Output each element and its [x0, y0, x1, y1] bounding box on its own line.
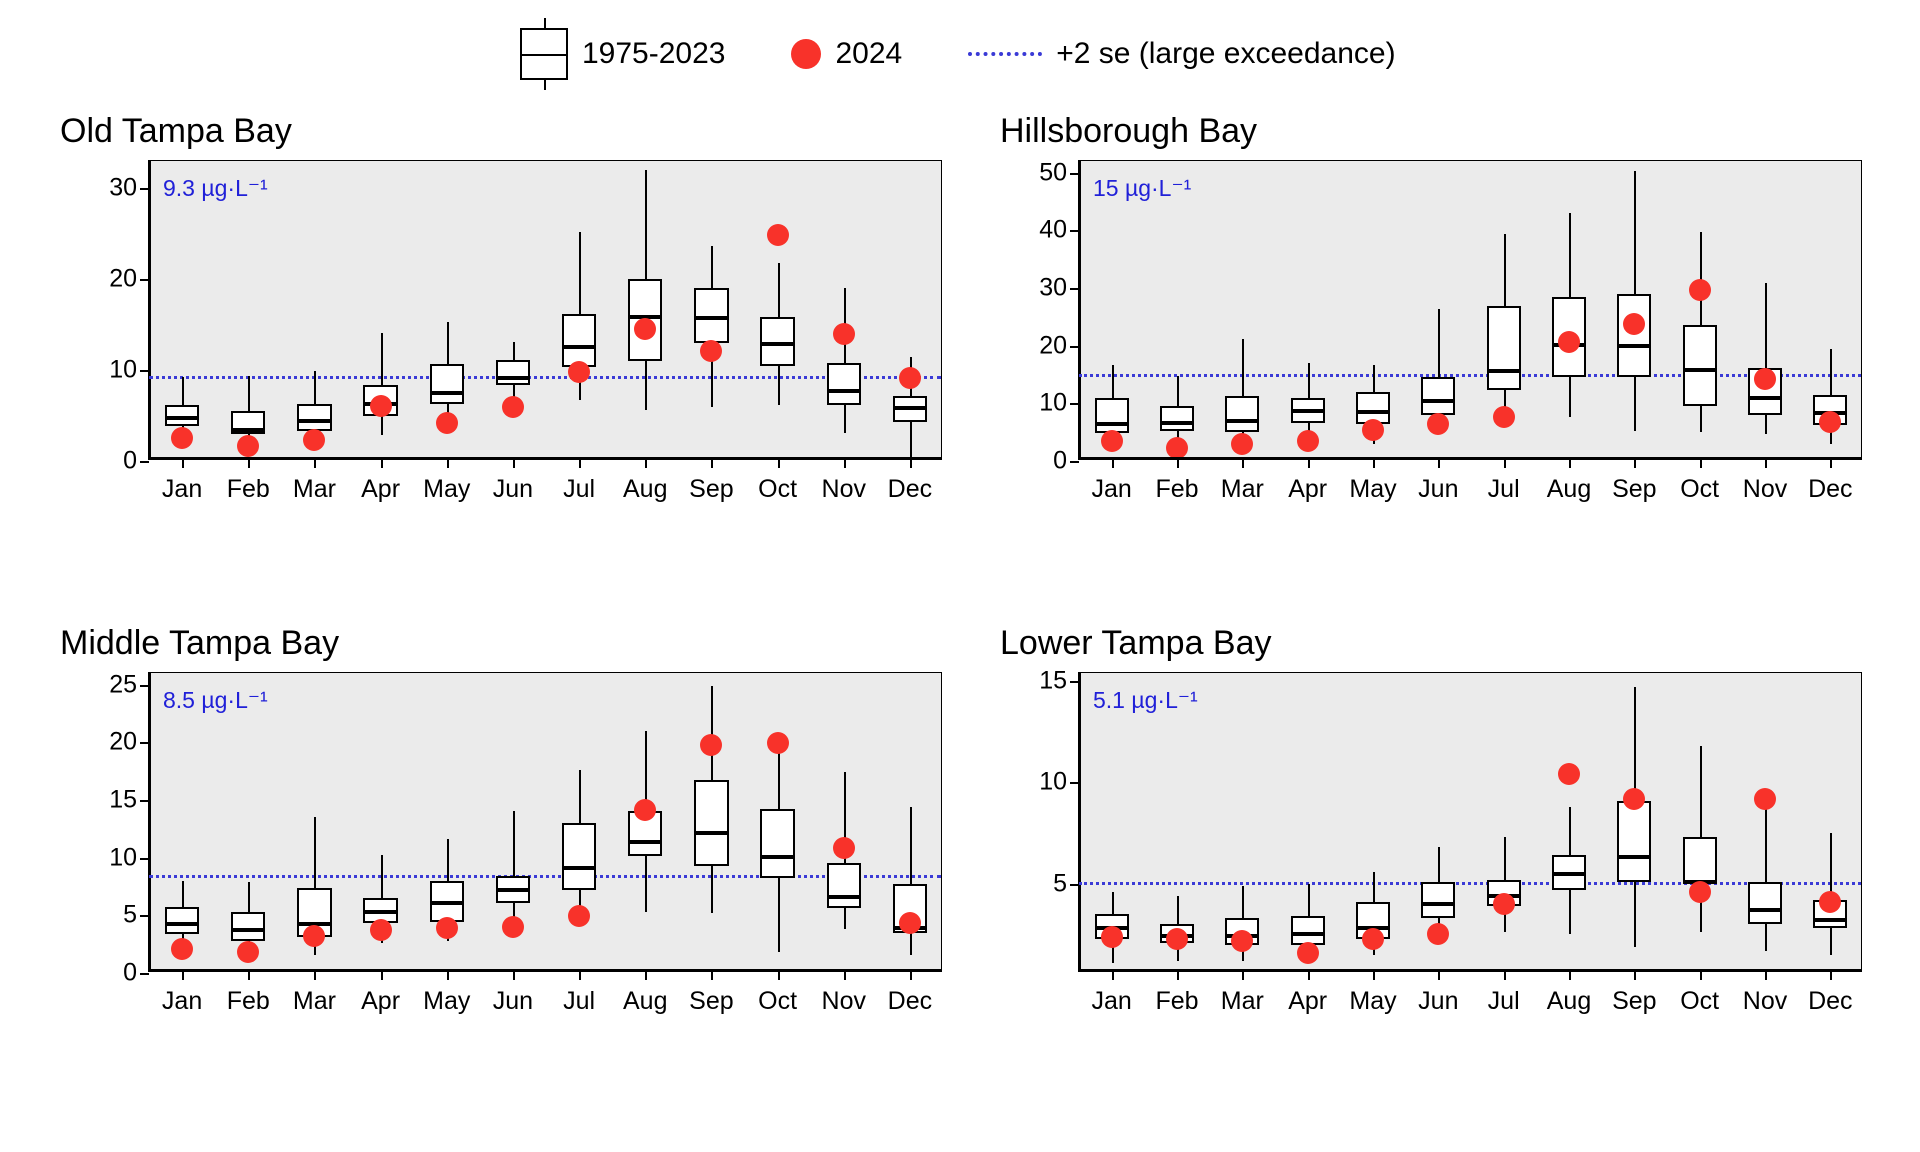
x-axis-tick-mark — [1634, 459, 1636, 468]
box-iqr — [827, 863, 861, 908]
y-axis-tick-label: 20 — [109, 727, 137, 756]
x-axis-tick-mark — [1830, 459, 1832, 468]
median-line — [1421, 902, 1455, 906]
x-axis-tick-label: Aug — [1546, 987, 1592, 1015]
x-axis-tick-label: Apr — [1288, 475, 1328, 503]
data-point-2024 — [171, 938, 193, 960]
boxplot — [1683, 673, 1717, 973]
data-point-2024 — [1689, 881, 1711, 903]
x-axis-tick-label: Feb — [226, 475, 270, 503]
y-axis-tick-label: 20 — [109, 264, 137, 293]
data-point-2024 — [1362, 928, 1384, 950]
boxplot — [297, 161, 331, 461]
y-axis-tick-label: 0 — [123, 446, 137, 475]
data-point-2024 — [1754, 788, 1776, 810]
median-line — [1552, 872, 1586, 876]
boxplot-key-icon — [520, 28, 568, 80]
y-axis-tick-label: 10 — [1039, 767, 1067, 796]
x-axis-tick-label: Jul — [563, 475, 596, 503]
data-point-2024 — [1231, 433, 1253, 455]
boxplot — [1291, 673, 1325, 973]
median-line — [1748, 396, 1782, 400]
median-line — [1617, 344, 1651, 348]
x-axis-tick-mark — [381, 971, 383, 980]
boxplot — [231, 673, 265, 973]
plot-area — [109, 160, 942, 503]
y-axis — [149, 673, 151, 971]
data-point-2024 — [370, 919, 392, 941]
y-axis-tick-label: 20 — [1039, 331, 1067, 360]
x-axis-tick-label: Mar — [292, 987, 336, 1015]
x-axis-tick-mark — [447, 971, 449, 980]
y-axis-tick-mark — [140, 915, 149, 917]
x-axis-tick-label: May — [1349, 987, 1397, 1015]
y-axis-tick-mark — [1070, 782, 1079, 784]
boxplot — [1160, 161, 1194, 461]
x-axis-tick-mark — [778, 459, 780, 468]
data-point-2024 — [767, 732, 789, 754]
box-iqr — [1421, 377, 1455, 416]
y-axis-tick-mark — [140, 800, 149, 802]
y-axis-tick-mark — [140, 973, 149, 975]
x-axis-tick-mark — [447, 459, 449, 468]
x-axis-tick-label: Jul — [1487, 475, 1520, 503]
box-iqr — [760, 809, 794, 878]
y-axis-tick-mark — [140, 742, 149, 744]
data-point-2024 — [436, 917, 458, 939]
x-axis-tick-label: May — [423, 475, 471, 503]
median-line — [297, 419, 331, 423]
x-axis-tick-mark — [182, 459, 184, 468]
y-axis-tick-label: 5 — [123, 900, 137, 929]
x-axis — [1079, 457, 1861, 459]
y-axis-tick-label: 30 — [109, 173, 137, 202]
whisker — [1765, 791, 1767, 951]
whisker — [513, 811, 515, 929]
box-iqr — [165, 907, 199, 934]
legend-label-2024: 2024 — [835, 37, 903, 70]
x-axis-tick-mark — [1504, 971, 1506, 980]
plot-area — [1039, 666, 1862, 1015]
data-point-2024 — [370, 395, 392, 417]
chart-legend — [0, 0, 1920, 108]
y-axis-tick-label: 0 — [123, 958, 137, 987]
x-axis-tick-label: Mar — [1220, 475, 1264, 503]
x-axis-tick-mark — [1308, 971, 1310, 980]
box-iqr — [1617, 801, 1651, 882]
median-line — [760, 855, 794, 859]
y-axis-tick-mark — [1070, 403, 1079, 405]
median-line — [827, 389, 861, 393]
box-iqr — [297, 404, 331, 431]
y-axis-tick-label: 5 — [1053, 869, 1067, 898]
y-axis-tick-label: 30 — [1039, 273, 1067, 302]
x-axis-tick-mark — [381, 459, 383, 468]
y-axis-tick-mark — [1070, 288, 1079, 290]
x-axis-tick-mark — [1700, 459, 1702, 468]
x-axis-tick-label: Jun — [492, 475, 534, 503]
box-iqr — [1683, 837, 1717, 882]
y-axis-tick-mark — [1070, 346, 1079, 348]
x-axis — [149, 969, 941, 971]
x-axis-tick-mark — [314, 971, 316, 980]
x-axis-tick-mark — [1242, 971, 1244, 980]
x-axis-tick-mark — [711, 971, 713, 980]
y-axis-tick-label: 10 — [1039, 388, 1067, 417]
x-axis-tick-label: May — [423, 987, 471, 1015]
box-iqr — [827, 363, 861, 405]
x-axis-tick-label: Jan — [1091, 987, 1132, 1015]
plot-area — [1039, 158, 1862, 503]
x-axis-tick-label: Aug — [623, 475, 668, 503]
x-axis-tick-label: Oct — [758, 475, 798, 503]
y-axis-tick-mark — [1070, 681, 1079, 683]
boxplot — [1356, 161, 1390, 461]
data-point-2024 — [767, 224, 789, 246]
x-axis-tick-label: Dec — [1808, 475, 1853, 503]
y-axis-tick-mark — [140, 279, 149, 281]
median-line — [496, 888, 530, 892]
x-axis-tick-mark — [778, 971, 780, 980]
panel-title: Old Tampa Bay — [60, 112, 292, 150]
y-axis-tick-mark — [1070, 173, 1079, 175]
boxplot — [231, 161, 265, 461]
y-axis-tick-label: 15 — [109, 785, 137, 814]
data-point-2024 — [700, 734, 722, 756]
x-axis-tick-mark — [1373, 971, 1375, 980]
x-axis-tick-mark — [645, 971, 647, 980]
data-point-2024 — [1101, 430, 1123, 452]
boxplot — [562, 161, 596, 461]
median-line — [1683, 368, 1717, 372]
data-point-2024 — [1623, 788, 1645, 810]
data-point-2024 — [568, 361, 590, 383]
y-axis-tick-label: 0 — [1053, 446, 1067, 475]
data-point-2024 — [833, 837, 855, 859]
x-axis-tick-mark — [1830, 971, 1832, 980]
panel-title: Middle Tampa Bay — [60, 624, 340, 662]
data-point-2024 — [1297, 942, 1319, 964]
boxplot — [1291, 161, 1325, 461]
x-axis-tick-label: Mar — [1220, 987, 1264, 1015]
y-axis-tick-mark — [140, 685, 149, 687]
boxplot — [1617, 161, 1651, 461]
chart-panel-2 — [1000, 108, 1880, 503]
x-axis-tick-mark — [1177, 459, 1179, 468]
data-point-2024 — [1754, 368, 1776, 390]
median-line — [165, 922, 199, 926]
red-dot-icon — [791, 39, 821, 69]
x-axis-tick-mark — [1373, 459, 1375, 468]
x-axis-tick-label: Jan — [161, 987, 203, 1015]
panel-title: Lower Tampa Bay — [1000, 624, 1272, 662]
y-axis-tick-label: 10 — [109, 355, 137, 384]
x-axis-tick-mark — [1242, 459, 1244, 468]
chart-panel-3 — [60, 620, 960, 1015]
x-axis-tick-mark — [579, 459, 581, 468]
box-iqr — [1291, 916, 1325, 944]
data-point-2024 — [1558, 331, 1580, 353]
boxplot — [893, 161, 927, 461]
box-iqr — [1683, 325, 1717, 406]
threshold-annotation: 8.5 µg·L⁻¹ — [163, 687, 268, 713]
x-axis-tick-label: Sep — [1612, 475, 1657, 503]
boxplot — [1617, 673, 1651, 973]
x-axis-tick-mark — [711, 459, 713, 468]
x-axis-tick-label: Jan — [1091, 475, 1132, 503]
box-iqr — [231, 912, 265, 941]
y-axis-tick-label: 40 — [1039, 215, 1067, 244]
x-axis-tick-label: Nov — [821, 475, 866, 503]
boxplot — [562, 673, 596, 973]
y-axis-tick-mark — [1070, 461, 1079, 463]
data-point-2024 — [237, 435, 259, 457]
chart-panel-4 — [1000, 620, 1880, 1015]
median-line — [1291, 932, 1325, 936]
x-axis-tick-label: Aug — [1546, 475, 1592, 503]
threshold-line — [1079, 374, 1861, 377]
x-axis-tick-label: Apr — [361, 475, 401, 503]
box-iqr — [562, 823, 596, 890]
threshold-annotation: 15 µg·L⁻¹ — [1093, 175, 1192, 201]
boxplot — [165, 161, 199, 461]
y-axis-tick-mark — [140, 858, 149, 860]
x-axis-tick-mark — [910, 971, 912, 980]
boxplot — [1748, 673, 1782, 973]
x-axis-tick-label: Jan — [161, 475, 203, 503]
whisker — [844, 288, 846, 433]
median-line — [1291, 409, 1325, 413]
threshold-line — [149, 875, 941, 878]
x-axis-tick-mark — [1634, 971, 1636, 980]
data-point-2024 — [1297, 430, 1319, 452]
x-axis-tick-label: May — [1349, 475, 1397, 503]
y-axis-tick-label: 25 — [109, 670, 137, 699]
x-axis-tick-label: Sep — [689, 987, 734, 1015]
x-axis-tick-label: Nov — [1742, 475, 1788, 503]
boxplot — [1748, 161, 1782, 461]
x-axis-tick-label: Jul — [1487, 987, 1520, 1015]
x-axis-tick-label: Jun — [1418, 475, 1459, 503]
median-line — [827, 895, 861, 899]
y-axis — [1079, 673, 1081, 971]
x-axis-tick-label: Feb — [1155, 475, 1199, 503]
x-axis-tick-mark — [1438, 971, 1440, 980]
boxplot — [628, 673, 662, 973]
x-axis-tick-mark — [1112, 971, 1114, 980]
boxplot — [1813, 673, 1847, 973]
median-line — [1421, 399, 1455, 403]
boxplot — [1683, 161, 1717, 461]
x-axis-tick-mark — [1700, 971, 1702, 980]
x-axis-tick-mark — [844, 459, 846, 468]
plot-area — [109, 670, 942, 1015]
x-axis-tick-mark — [844, 971, 846, 980]
median-line — [496, 376, 530, 380]
x-axis — [149, 457, 941, 459]
panel-title: Hillsborough Bay — [1000, 112, 1258, 150]
x-axis-tick-label: Aug — [623, 987, 668, 1015]
x-axis-tick-label: Jun — [1418, 987, 1459, 1015]
y-axis-tick-mark — [140, 188, 149, 190]
x-axis-tick-label: Jul — [563, 987, 596, 1015]
x-axis-tick-mark — [1504, 459, 1506, 468]
x-axis-tick-label: Jun — [492, 987, 534, 1015]
x-axis-tick-mark — [1765, 459, 1767, 468]
box-iqr — [430, 364, 464, 404]
median-line — [1748, 908, 1782, 912]
y-axis-tick-mark — [140, 461, 149, 463]
boxplot — [827, 161, 861, 461]
median-line — [1225, 419, 1259, 423]
y-axis-tick-mark — [1070, 884, 1079, 886]
box-iqr — [562, 314, 596, 368]
data-point-2024 — [1493, 893, 1515, 915]
median-line — [1813, 918, 1847, 922]
boxplot — [165, 673, 199, 973]
y-axis-tick-label: 50 — [1039, 158, 1067, 187]
x-axis-tick-mark — [513, 971, 515, 980]
boxplot — [694, 161, 728, 461]
legend-item-threshold — [968, 37, 1395, 71]
x-axis-tick-label: Dec — [887, 987, 933, 1015]
box-iqr — [1487, 306, 1521, 390]
median-line — [231, 928, 265, 932]
median-line — [1487, 369, 1521, 373]
dotted-line-icon — [968, 52, 1042, 56]
boxplot — [760, 673, 794, 973]
box-iqr — [1748, 882, 1782, 925]
x-axis-tick-label: Oct — [758, 987, 798, 1015]
data-point-2024 — [436, 412, 458, 434]
x-axis-tick-mark — [1177, 971, 1179, 980]
x-axis-tick-label: Apr — [1288, 987, 1328, 1015]
y-axis-tick-mark — [1070, 230, 1079, 232]
x-axis-tick-label: Apr — [361, 987, 401, 1015]
data-point-2024 — [1362, 419, 1384, 441]
threshold-annotation: 5.1 µg·L⁻¹ — [1093, 687, 1198, 713]
x-axis-tick-label: Nov — [821, 987, 866, 1015]
median-line — [430, 901, 464, 905]
box-iqr — [1617, 294, 1651, 377]
legend-label-historic: 1975-2023 — [582, 37, 726, 70]
x-axis-tick-mark — [314, 459, 316, 468]
median-line — [628, 840, 662, 844]
x-axis-tick-mark — [1112, 459, 1114, 468]
x-axis — [1079, 969, 1861, 971]
data-point-2024 — [833, 323, 855, 345]
box-iqr — [1421, 882, 1455, 918]
y-axis-tick-label: 10 — [109, 843, 137, 872]
median-line — [1356, 410, 1390, 414]
median-line — [893, 406, 927, 410]
chart-panel-1 — [60, 108, 960, 503]
box-iqr — [496, 360, 530, 385]
x-axis-tick-mark — [1765, 971, 1767, 980]
x-axis-tick-label: Nov — [1742, 987, 1788, 1015]
x-axis-tick-mark — [645, 459, 647, 468]
median-line — [165, 416, 199, 420]
x-axis-tick-mark — [579, 971, 581, 980]
legend-label-threshold: +2 se (large exceedance) — [1056, 37, 1396, 70]
x-axis-tick-label: Oct — [1680, 987, 1720, 1015]
box-iqr — [1160, 406, 1194, 431]
data-point-2024 — [1493, 406, 1515, 428]
boxplot — [1552, 673, 1586, 973]
y-axis-tick-label: 15 — [1039, 666, 1067, 695]
x-axis-tick-label: Oct — [1680, 475, 1720, 503]
y-axis — [1079, 161, 1081, 459]
x-axis-tick-mark — [248, 459, 250, 468]
median-line — [562, 345, 596, 349]
boxplot — [628, 161, 662, 461]
x-axis-tick-mark — [1569, 459, 1571, 468]
boxplot — [1095, 161, 1129, 461]
data-point-2024 — [502, 916, 524, 938]
median-line — [231, 428, 265, 432]
x-axis-tick-mark — [1569, 971, 1571, 980]
y-axis-tick-mark — [140, 370, 149, 372]
median-line — [1160, 421, 1194, 425]
threshold-line — [1079, 882, 1861, 885]
median-line — [1617, 855, 1651, 859]
box-iqr — [1225, 396, 1259, 432]
threshold-annotation: 9.3 µg·L⁻¹ — [163, 175, 268, 201]
data-point-2024 — [1166, 928, 1188, 950]
boxplot — [1225, 161, 1259, 461]
x-axis-tick-mark — [1438, 459, 1440, 468]
median-line — [363, 910, 397, 914]
data-point-2024 — [1231, 930, 1253, 952]
boxplot — [694, 673, 728, 973]
x-axis-tick-label: Dec — [887, 475, 933, 503]
x-axis-tick-mark — [248, 971, 250, 980]
data-point-2024 — [1101, 926, 1123, 948]
median-line — [430, 391, 464, 395]
x-axis-tick-label: Feb — [1155, 987, 1199, 1015]
x-axis-tick-mark — [513, 459, 515, 468]
median-line — [694, 316, 728, 320]
boxplot — [760, 161, 794, 461]
x-axis-tick-label: Mar — [292, 475, 336, 503]
median-line — [760, 342, 794, 346]
data-point-2024 — [1689, 279, 1711, 301]
box-iqr — [694, 780, 728, 865]
data-point-2024 — [899, 367, 921, 389]
x-axis-tick-label: Dec — [1808, 987, 1853, 1015]
threshold-line — [149, 376, 941, 379]
x-axis-tick-mark — [1308, 459, 1310, 468]
x-axis-tick-label: Sep — [1612, 987, 1657, 1015]
median-line — [1095, 422, 1129, 426]
x-axis-tick-mark — [182, 971, 184, 980]
boxplot — [1225, 673, 1259, 973]
x-axis-tick-mark — [910, 459, 912, 468]
boxplot — [1552, 161, 1586, 461]
x-axis-tick-label: Feb — [226, 987, 270, 1015]
x-axis-tick-label: Sep — [689, 475, 734, 503]
y-axis — [149, 161, 151, 459]
boxplot — [827, 673, 861, 973]
median-line — [694, 831, 728, 835]
legend-item-boxplot — [520, 28, 725, 80]
legend-item-2024 — [791, 37, 902, 71]
median-line — [562, 866, 596, 870]
boxplot — [1487, 673, 1521, 973]
box-iqr — [1095, 398, 1129, 434]
